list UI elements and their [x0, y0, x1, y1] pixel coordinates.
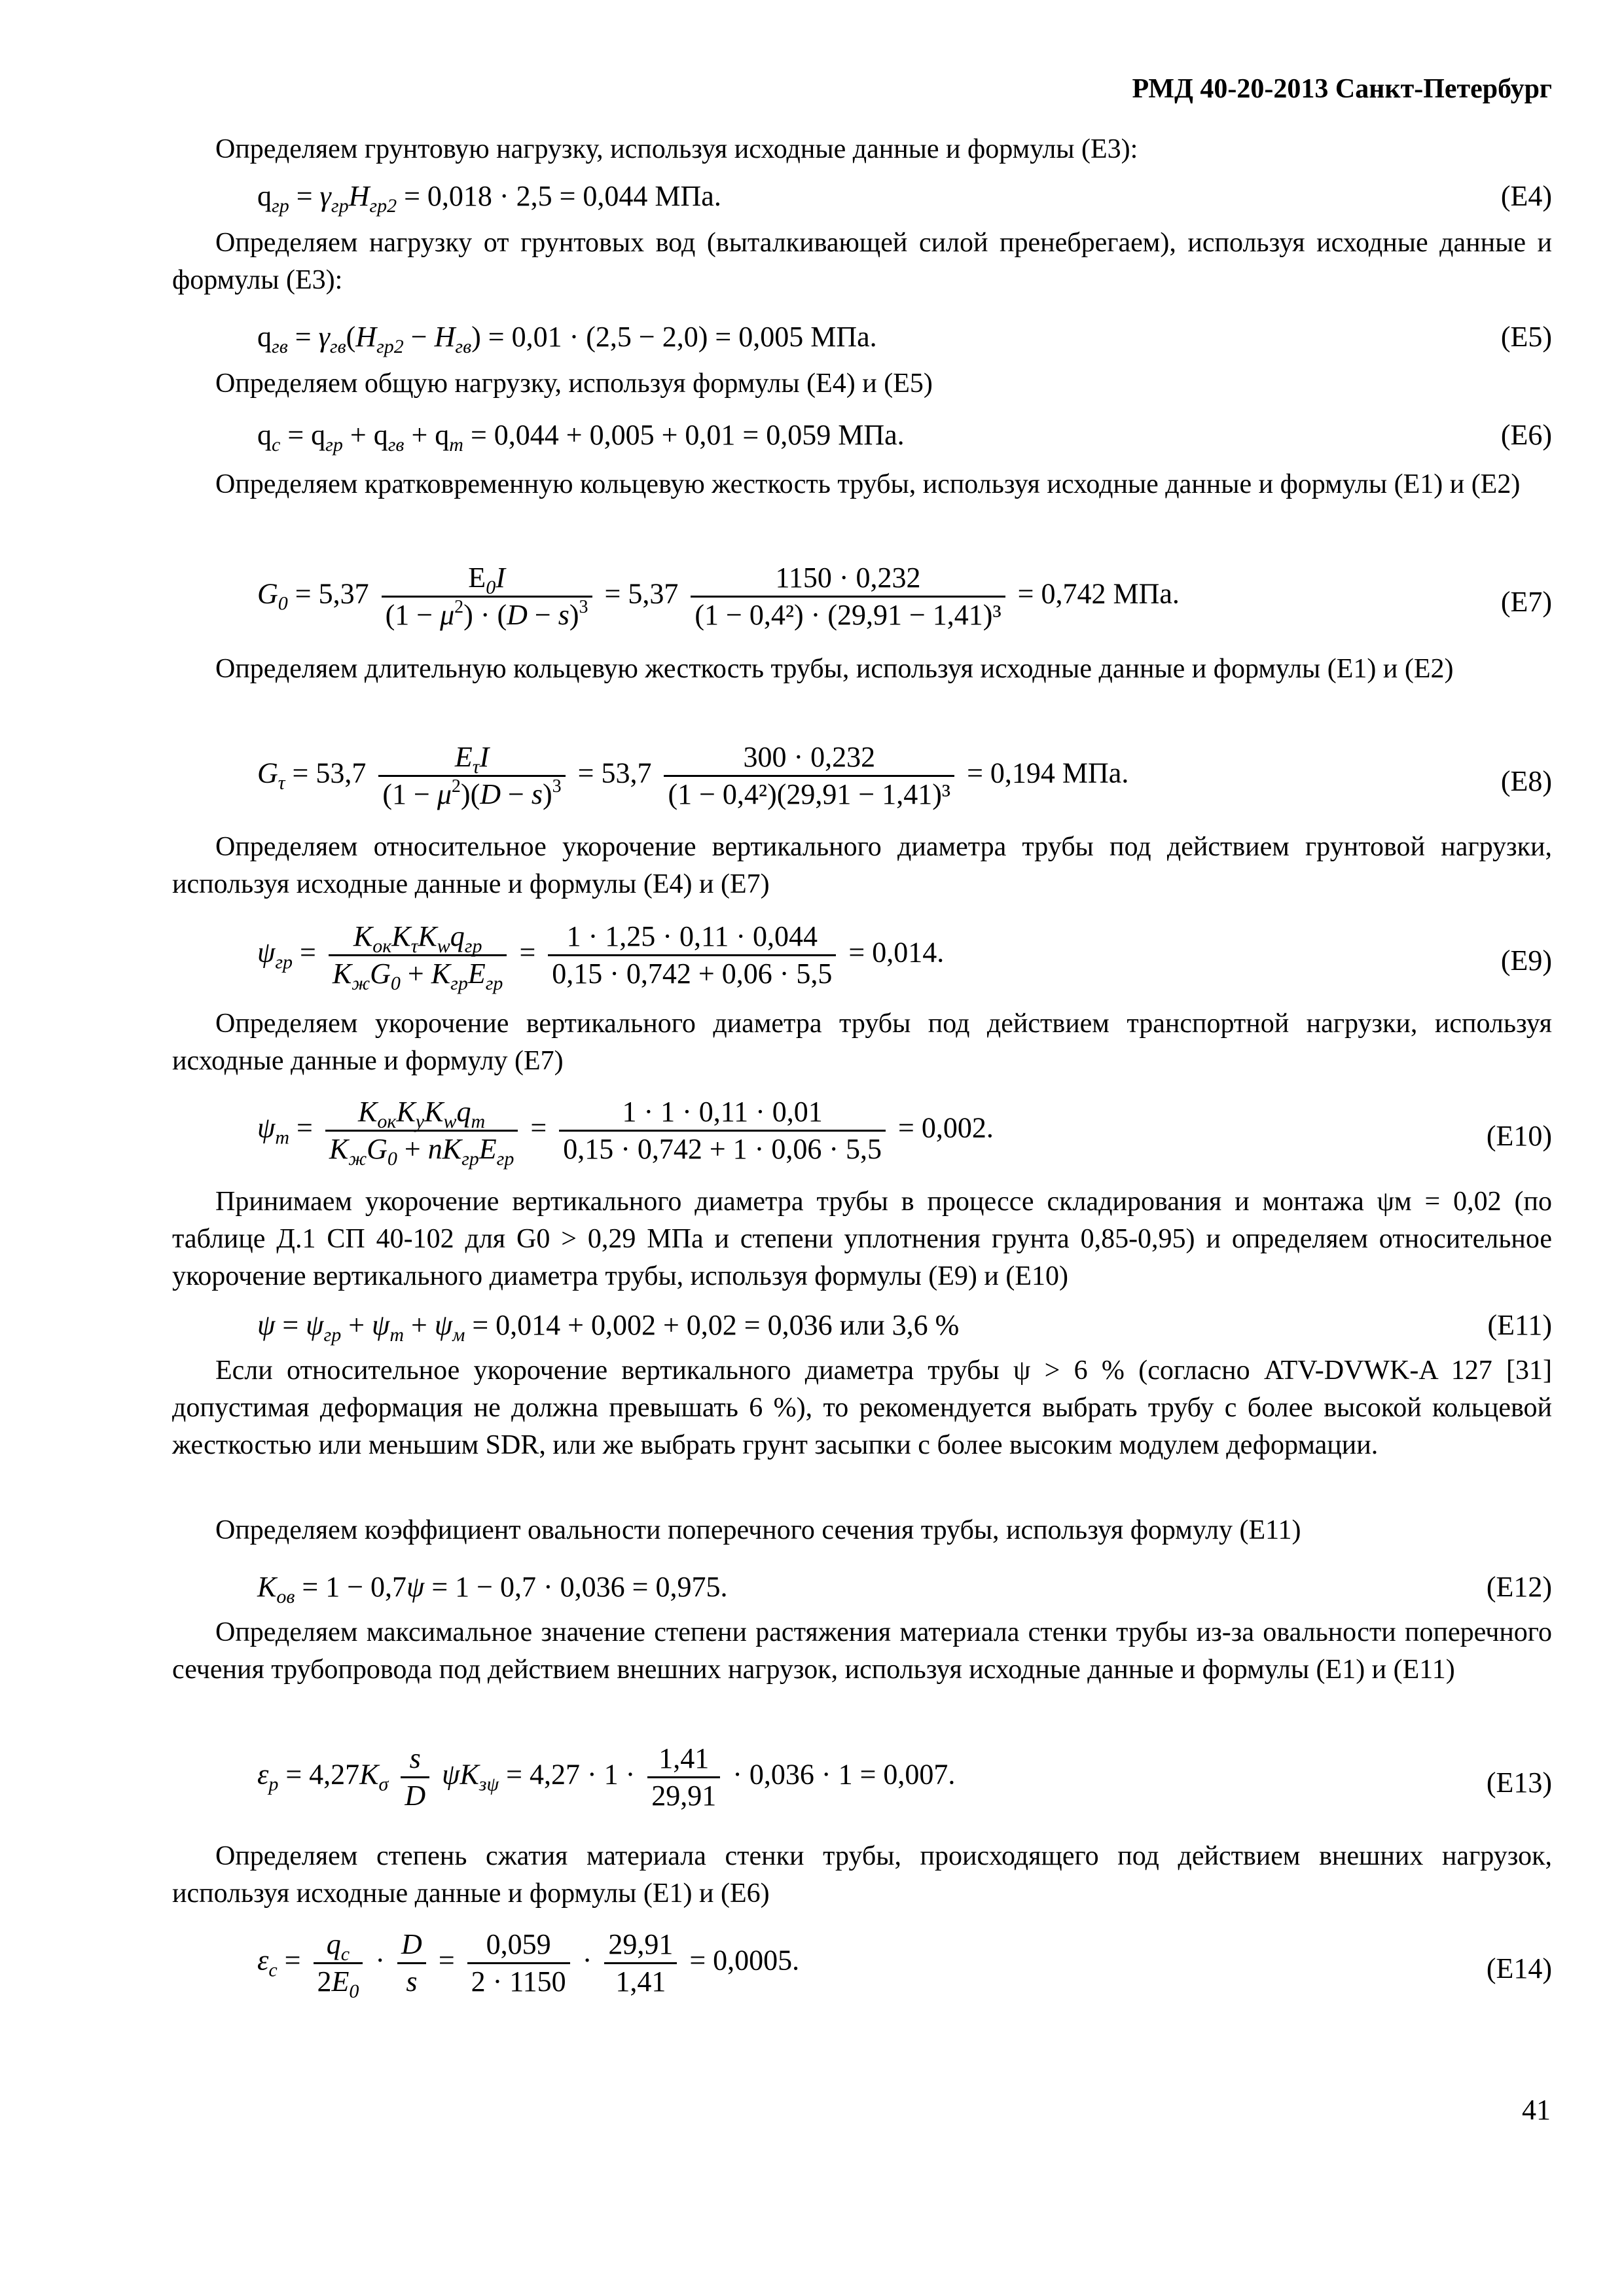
paragraph-ovality: Определяем коэффициент овальности поперечного сечения трубы, используя формулу (Е11)	[215, 1515, 1301, 1545]
equation-number: (Е14)	[1486, 1952, 1552, 1984]
equation-number: (Е7)	[1500, 586, 1552, 618]
equation-e7: $G_0 = 5,37$ $\frac{E_0I}{(1 - \mu^2) \cdot (D - s)^3}$ = 5,37 $\frac{1150 \cdot 0,232}{\text{(1 − 0,4²) · (29,91 − 1,41)³}}$ = 0,742 МПа. (Е7)	[257, 562, 1552, 631]
equation-number: (Е12)	[1486, 1571, 1552, 1603]
equation-number: (Е10)	[1486, 1120, 1552, 1152]
paragraph-total-load: Определяем общую нагрузку, используя формулы (Е4) и (Е5)	[215, 368, 933, 399]
equation-e14: $\varepsilon_с$ = $\frac{q_с}{2E_0}$ · $\frac{D}{s}$ = $\frac{0,059}{2 \cdot 1150}$ · $\frac{29,91}{1,41}$ = 0,0005. (Е14)	[257, 1928, 1552, 2002]
paragraph-ground-load: Определяем грунтовую нагрузку, используя исходные данные и формулы (Е3):	[215, 134, 1138, 164]
equation-number: (Е8)	[1500, 765, 1552, 797]
equation-e13: $\varepsilon_р = 4,27K_\sigma$ $\frac{s}{D}$ $\psi K_{з\psi} = 4,27 \cdot 1$ · $\frac{1,41}{29,91}$ · 0,036 · 1 = 0,007. (Е13)	[257, 1742, 1552, 1812]
page-number: 41	[1522, 2094, 1551, 2126]
paragraph-transport-shortening: Определяем укорочение вертикального диаметра трубы под действием транспортной нагрузки, используя исходные данные и формулу (Е7)	[172, 1009, 1552, 1076]
equation-number: (Е13)	[1486, 1767, 1552, 1799]
equation-number: (Е4)	[1500, 180, 1552, 212]
paragraph-ground-shortening: Определяем относительное укорочение вертикального диаметра трубы под действием грунтовой нагрузки, используя исходные данные и формулы (Е4) и (Е7)	[172, 832, 1552, 899]
document-header: РМД 40-20-2013 Санкт-Петербург	[1132, 74, 1552, 104]
equation-e10: $\psi_т$ = $\frac{K_{ок}K_уK_wq_т}{K_жG_0 + nK_{гр}E_{гр}}$ = $\frac{1 \cdot 1 \cdot 0,11 \cdot 0,01}{0,15 \cdot 0,742 + 1 \cdot 0,06 \cdot 5,5}$ = 0,002. (Е10)	[257, 1096, 1552, 1170]
paragraph-compressive-strain: Определяем степень сжатия материала стенки трубы, происходящего под действием внешних нагрузок, используя исходные данные и формулы (Е1) и (Е6)	[172, 1841, 1552, 1909]
paragraph-total-shortening: Принимаем укорочение вертикального диаметра трубы в процессе складирования и монтажа ψм = 0,02 (по таблице Д.1 СП 40-102 для G0 > 0,29 МПа и степени уплотнения грунта 0,85-0,95) и определяем относительное укорочение вертикального диаметра трубы, используя формулы (Е9) и (Е10)	[172, 1187, 1552, 1291]
equation-number: (Е6)	[1500, 419, 1552, 451]
paragraph-tensile-strain: Определяем максимальное значение степени растяжения материала стенки трубы из-за овальности поперечного сечения трубопровода под действием внешних нагрузок, используя исходные данные и формулы (Е1) и (Е11)	[172, 1617, 1552, 1685]
paragraph-groundwater-load: Определяем нагрузку от грунтовых вод (выталкивающей силой пренебрегаем), используя исходные данные и формулы (Е3):	[172, 228, 1552, 295]
equation-e9: $\psi_{гр}$ = $\frac{K_{ок}K_\tau K_wq_{гр}}{K_жG_0 + K_{гр}E_{гр}}$ = $\frac{1 \cdot 1,25 \cdot 0,11 \cdot 0,044}{0,15 \cdot 0,742 + 0,06 \cdot 5,5}$ = 0,014. (Е9)	[257, 920, 1552, 994]
equation-e8: $G_\tau = 53,7$ $\frac{E_\tau I}{(1 - \mu^2)(D - s)^3}$ = 53,7 $\frac{300 \cdot 0,232}{\text{(1 − 0,4²)(29,91 − 1,41)³}}$ = 0,194 МПа. (Е8)	[257, 741, 1552, 810]
paragraph-short-term-stiffness: Определяем кратковременную кольцевую жесткость трубы, используя исходные данные и формулы (Е1) и (Е2)	[215, 469, 1521, 499]
equation-number: (Е5)	[1500, 321, 1552, 353]
equation-number: (Е11)	[1487, 1309, 1552, 1341]
paragraph-deformation-limit: Если относительное укорочение вертикального диаметра трубы ψ > 6 % (согласно ATV-DVWK-A 127 [31] допустимая деформация не должна превышать 6 %), то рекомендуется выбрать трубу с более высокой кольцевой жесткостью или меньшим SDR, или же выбрать грунт засыпки с более высоким модулем деформации.	[172, 1355, 1552, 1460]
paragraph-long-term-stiffness: Определяем длительную кольцевую жесткость трубы, используя исходные данные и формулы (Е1) и (Е2)	[215, 654, 1454, 684]
equation-number: (Е9)	[1500, 944, 1552, 977]
